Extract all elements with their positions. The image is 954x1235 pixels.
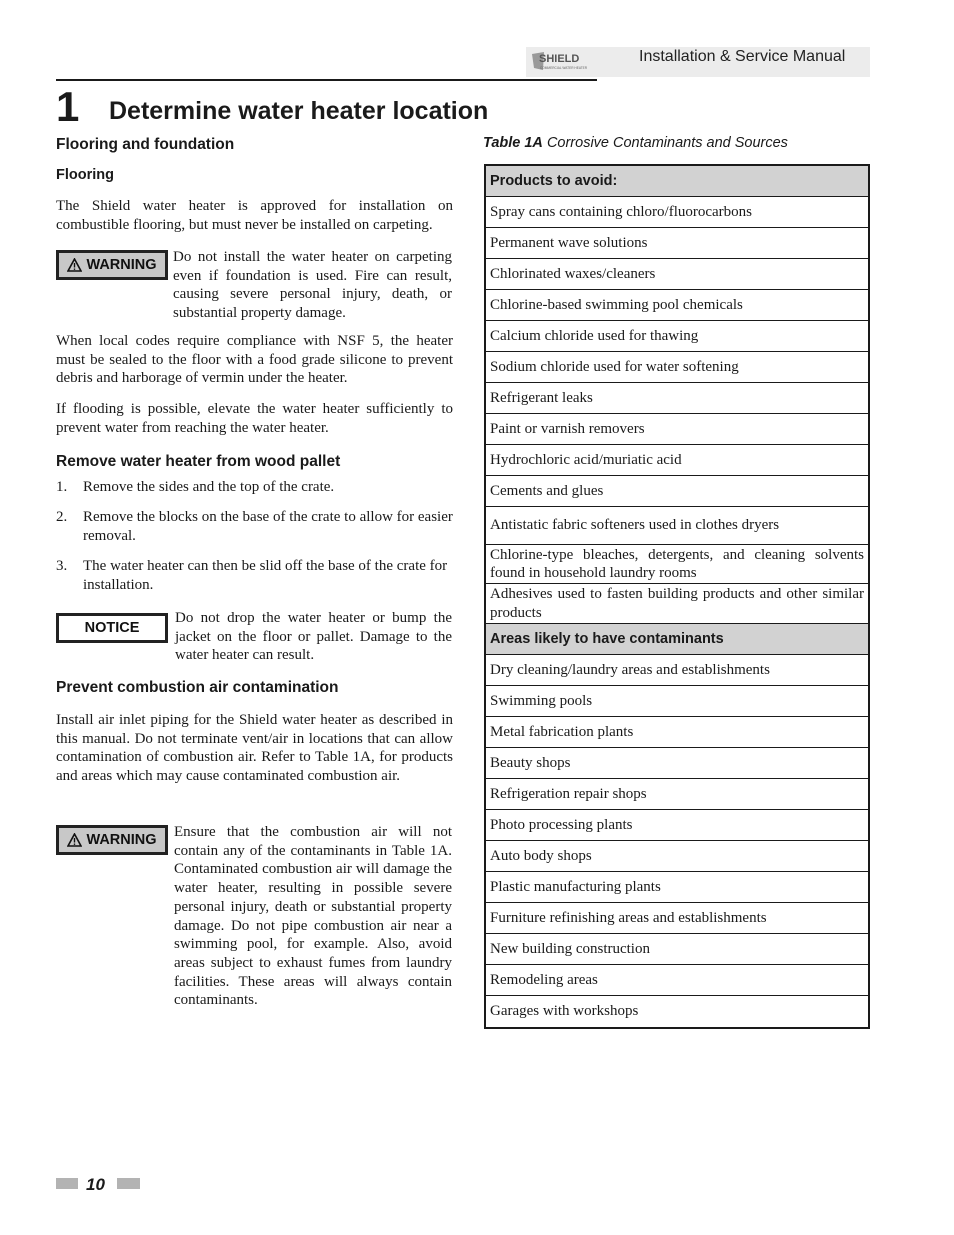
table-section-header: Products to avoid:	[486, 166, 868, 197]
flooring-paragraph: The Shield water heater is approved for installation on combustible flooring, but must never be installed on carpeting.	[56, 198, 453, 233]
table-row: Chlorinated waxes/cleaners	[486, 259, 868, 290]
table-row: Paint or varnish removers	[486, 414, 868, 445]
footer-bar-left	[56, 1178, 78, 1189]
shield-logo	[530, 50, 598, 74]
table-caption-text: Corrosive Contaminants and Sources	[546, 135, 788, 151]
warning-label-1	[56, 250, 168, 280]
table-row: Refrigerant leaks	[486, 383, 868, 414]
table-row	[486, 545, 868, 584]
chapter-number: 1	[56, 83, 80, 130]
table-row: Hydrochloric acid/muriatic acid	[486, 445, 868, 476]
table-row: Furniture refinishing areas and establishments	[486, 903, 868, 934]
svg-text:COMMERCIAL WATER HEATER: COMMERCIAL WATER HEATER	[540, 66, 588, 70]
warning-triangle-icon	[67, 833, 82, 847]
table-row: Sodium chloride used for water softening	[486, 352, 868, 383]
warning-label-text-1: WARNING	[86, 257, 157, 273]
table-row: Remodeling areas	[486, 965, 868, 996]
combustion-heading: Prevent combustion air contamination	[56, 679, 339, 696]
table-row: Permanent wave solutions	[486, 228, 868, 259]
footer-bar-right	[117, 1178, 140, 1189]
flooring-foundation-heading: Flooring and foundation	[56, 136, 235, 153]
combustion-paragraph: Install air inlet piping for the Shield water heater as described in this manual. Do not terminate vent/air in locations that can allow contamination of combustion air. Refer to Table 1A, for products and areas which may cause contaminated combustion air.	[56, 712, 453, 785]
table-row: Refrigeration repair shops	[486, 779, 868, 810]
notice-text: Do not drop the water heater or bump the jacket on the floor or pallet. Damage to the water heater can result.	[175, 610, 452, 664]
table-row: Dry cleaning/laundry areas and establishments	[486, 655, 868, 686]
contaminants-table	[484, 164, 870, 1029]
table-row: Calcium chloride used for thawing	[486, 321, 868, 352]
warning-label-text-2: WARNING	[86, 832, 157, 848]
step-text: Remove the sides and the top of the crate.	[83, 479, 335, 495]
table-row	[486, 584, 868, 624]
manual-title: Installation & Service Manual	[639, 48, 846, 65]
notice-label-text: NOTICE	[84, 620, 140, 636]
table-row: Auto body shops	[486, 841, 868, 872]
table-row: Cements and glues	[486, 476, 868, 507]
warning-label-2	[56, 825, 168, 855]
table-row: Antistatic fabric softeners used in clothes dryers	[486, 507, 868, 545]
step-number: 2.	[56, 509, 68, 525]
header-rule	[56, 79, 597, 81]
flooring-heading: Flooring	[56, 167, 114, 183]
table-cell: Chlorine-type bleaches, detergents, and cleaning solvents found in household laundry rooms	[490, 546, 864, 581]
step-number: 1.	[56, 479, 68, 495]
table-row: Plastic manufacturing plants	[486, 872, 868, 903]
table-cell: Adhesives used to fasten building products and other similar products	[490, 586, 864, 621]
step-text: The water heater can then be slid off the base of the crate for installation.	[83, 558, 448, 593]
table-row: Garages with workshops	[490, 1003, 639, 1020]
table-row: New building construction	[486, 934, 868, 965]
warning-text-1: Do not install the water heater on carpeting even if foundation is used. Fire can result, causing severe personal injury, death, or substantial property damage.	[173, 249, 452, 322]
flooding-paragraph: If flooding is possible, elevate the water heater sufficiently to prevent water from reaching the water heater.	[56, 401, 453, 436]
pallet-heading: Remove water heater from wood pallet	[56, 453, 341, 470]
chapter-title: Determine water heater location	[109, 97, 489, 125]
table-caption	[483, 135, 788, 151]
table-row: Chlorine-based swimming pool chemicals	[486, 290, 868, 321]
warning-text-2: Ensure that the combustion air will not contain any of the contaminants in Table 1A. Contaminated combustion air will damage the water heater, resulting in possible severe personal injury, death or substantial property damage. Do not pipe combustion air near a swimming pool, for example. Also, avoid areas subject to exhaust fumes from laundry facilities. These areas will always contain contaminants.	[174, 824, 452, 1009]
nsf-paragraph: When local codes require compliance with NSF 5, the heater must be sealed to the floor with a food grade silicone to prevent debris and harborage of vermin under the heater.	[56, 333, 453, 387]
svg-text:SHIELD: SHIELD	[539, 53, 580, 65]
table-section-header: Areas likely to have contaminants	[486, 624, 868, 655]
table-caption-label: Table 1A	[483, 135, 543, 151]
table-row: Metal fabrication plants	[486, 717, 868, 748]
table-row: Beauty shops	[486, 748, 868, 779]
page-number: 10	[86, 1175, 105, 1194]
notice-label	[56, 613, 168, 643]
step-number: 3.	[56, 558, 68, 574]
table-row: Spray cans containing chloro/fluorocarbons	[486, 197, 868, 228]
table-row: Swimming pools	[486, 686, 868, 717]
step-text: Remove the blocks on the base of the crate to allow for easier removal.	[83, 509, 453, 544]
warning-triangle-icon	[67, 258, 82, 272]
table-row: Photo processing plants	[486, 810, 868, 841]
